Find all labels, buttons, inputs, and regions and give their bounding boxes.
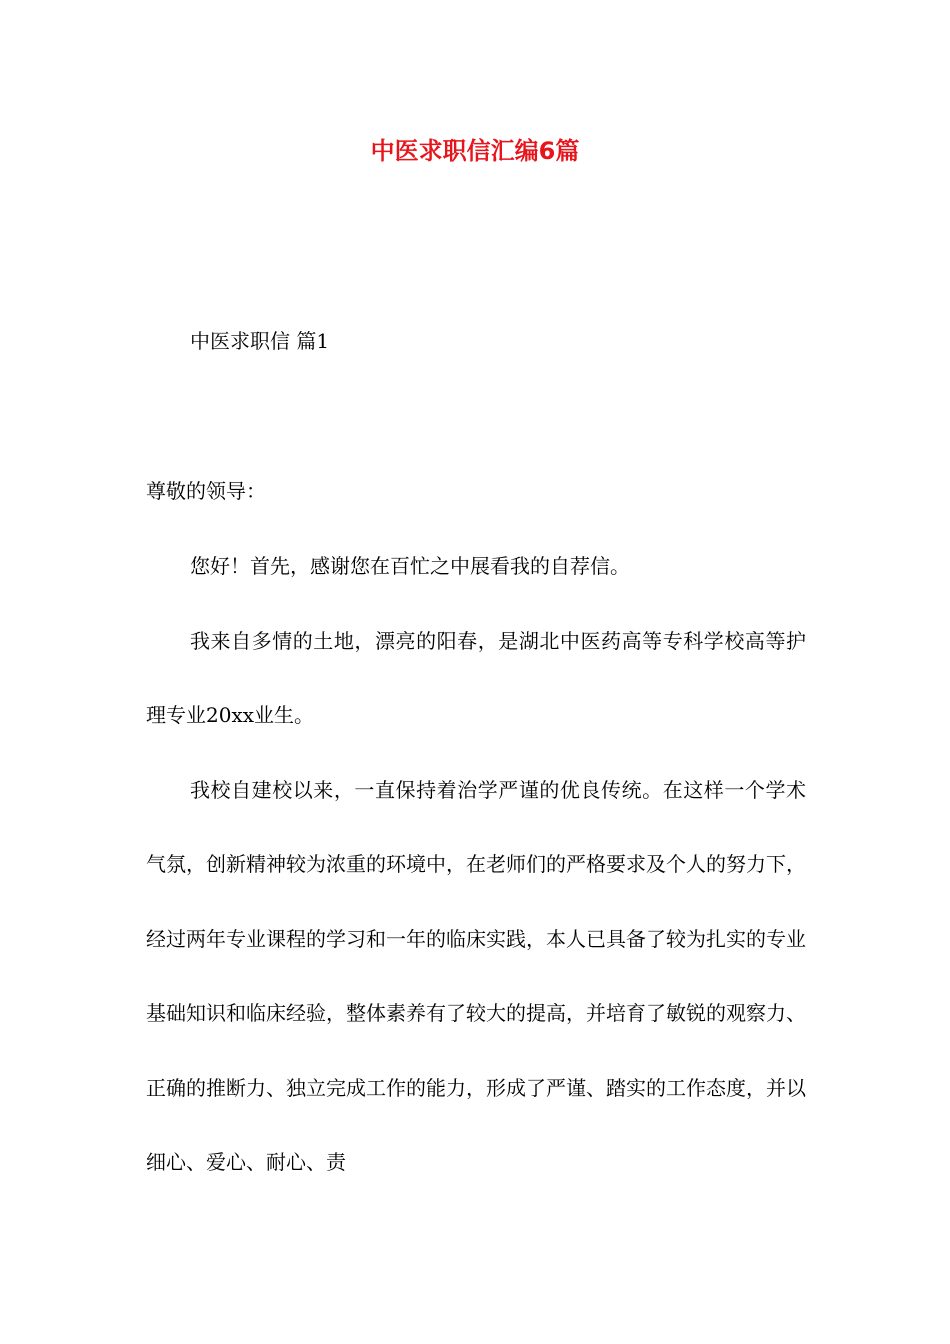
salutation: 尊敬的领导： xyxy=(146,479,266,503)
letter-body xyxy=(146,529,806,1200)
paragraph-introduction: 我来自多情的土地，漂亮的阳春，是湖北中医药高等专科学校高等护理专业20xx业生。 xyxy=(146,628,806,727)
section-heading: 中医求职信 篇1 xyxy=(190,329,330,353)
document-title: 中医求职信汇编6篇 xyxy=(370,137,580,165)
paragraph-greeting: 您好！首先，感谢您在百忙之中展看我的自荐信。 xyxy=(190,554,630,578)
paragraph-school-experience: 我校自建校以来，一直保持着治学严谨的优良传统。在这样一个学术气氛，创新精神较为浓重的环境中，在老师们的严格要求及个人的努力下，经过两年专业课程的学习和一年的临床实践，本人已具备了较为扎实的专业基础知识和临床经验，整体素养有了较大的提高，并培育了敏锐的观察力、正确的推断力、独立完成工作的能力，形成了严谨、踏实的工作态度，并以细心、爱心、耐心、责 xyxy=(146,777,806,1174)
